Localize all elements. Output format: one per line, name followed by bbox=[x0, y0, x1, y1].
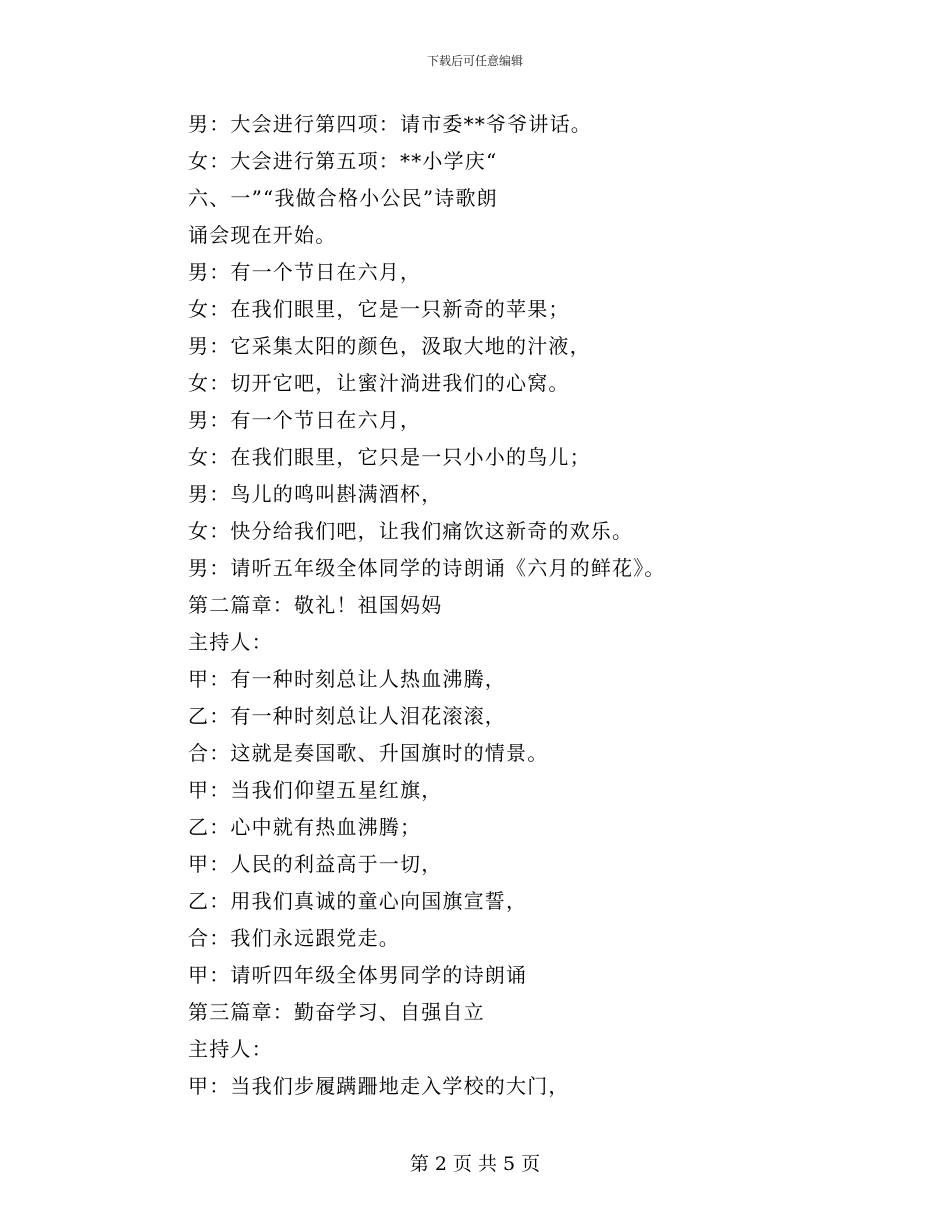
text-line: 六、一”“我做合格小公民”诗歌朗 bbox=[188, 186, 498, 210]
text-line: 女：在我们眼里，它是一只新奇的苹果； bbox=[188, 297, 570, 321]
text-line: 甲：请听四年级全体男同学的诗朗诵 bbox=[188, 963, 528, 987]
text-line: 男：它采集太阳的颜色，汲取大地的汁液， bbox=[188, 334, 591, 358]
page-number-label: 第 2 页 共 5 页 bbox=[409, 1153, 541, 1175]
section-heading: 第三篇章：勤奋学习、自强自立 bbox=[188, 1000, 485, 1024]
text-line: 甲：当我们步履蹒跚地走入学校的大门， bbox=[188, 1074, 570, 1098]
text-line: 男：大会进行第四项：请市委**爷爷讲话。 bbox=[188, 112, 592, 136]
page-header: 下载后可任意编辑 bbox=[426, 54, 523, 68]
text-line: 女：快分给我们吧，让我们痛饮这新奇的欢乐。 bbox=[188, 519, 634, 543]
text-line: 男：鸟儿的鸣叫斟满酒杯， bbox=[188, 482, 443, 506]
text-line: 诵会现在开始。 bbox=[188, 223, 337, 247]
text-line: 合：我们永远跟党走。 bbox=[188, 926, 400, 950]
text-line: 甲：有一种时刻总让人热血沸腾， bbox=[188, 667, 506, 691]
text-line: 乙：有一种时刻总让人泪花滚滚， bbox=[188, 704, 506, 728]
document-body bbox=[188, 106, 808, 1105]
page-footer bbox=[0, 1152, 950, 1176]
text-line: 主持人： bbox=[188, 1037, 273, 1061]
text-line: 乙：用我们真诚的童心向国旗宣誓， bbox=[188, 889, 528, 913]
text-line: 主持人： bbox=[188, 630, 273, 654]
text-line: 女：切开它吧，让蜜汁淌进我们的心窝。 bbox=[188, 371, 570, 395]
section-heading: 第二篇章：敬礼！祖国妈妈 bbox=[188, 593, 443, 617]
text-line: 女：大会进行第五项：**小学庆“ bbox=[188, 149, 498, 173]
text-line: 合：这就是奏国歌、升国旗时的情景。 bbox=[188, 741, 549, 765]
text-line: 女：在我们眼里，它只是一只小小的鸟儿； bbox=[188, 445, 591, 469]
text-line: 甲：人民的利益高于一切， bbox=[188, 852, 443, 876]
text-line: 男：有一个节日在六月， bbox=[188, 260, 422, 284]
text-line: 甲：当我们仰望五星红旗， bbox=[188, 778, 443, 802]
text-line: 男：请听五年级全体同学的诗朗诵《六月的鲜花》。 bbox=[188, 556, 666, 580]
text-line: 乙：心中就有热血沸腾； bbox=[188, 815, 422, 839]
text-line: 男：有一个节日在六月， bbox=[188, 408, 422, 432]
